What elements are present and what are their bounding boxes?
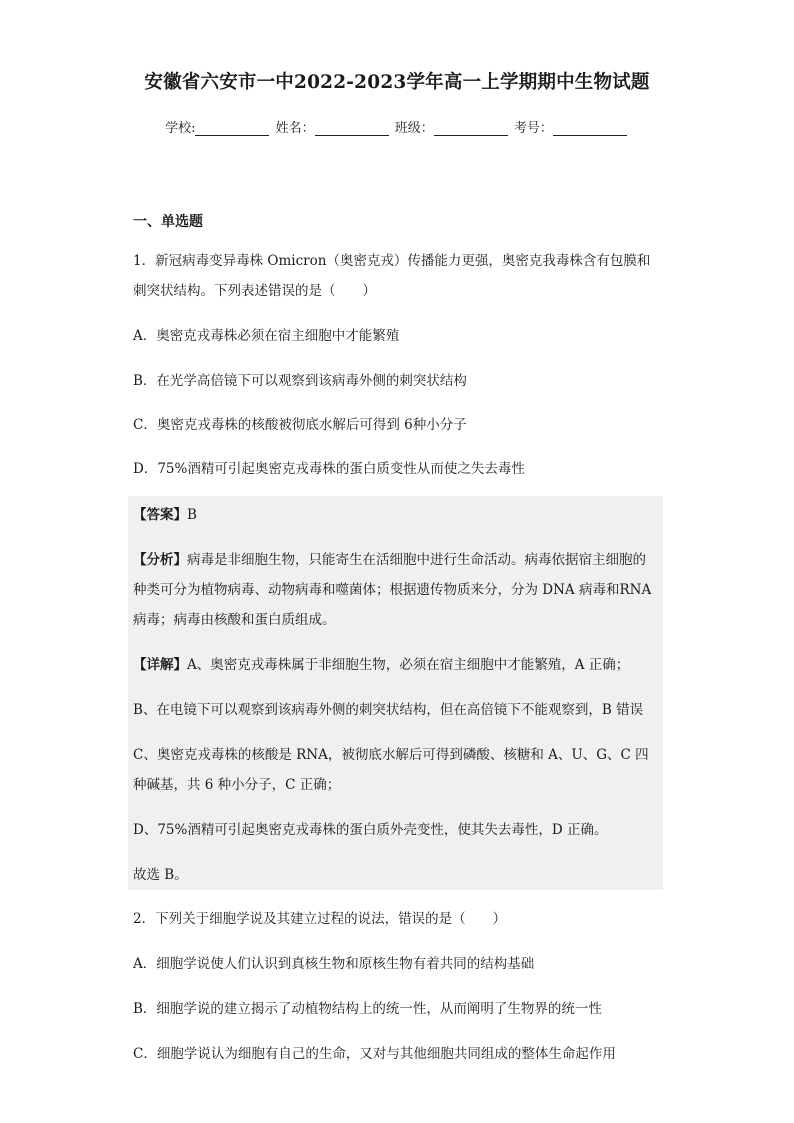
q1-option-c: C．奥密克戎毒株的核酸被彻底水解后可得到 6种小分子 [133,417,467,433]
school-blank [195,121,269,136]
detail-text-1: A、奥密克戎毒株属于非细胞生物，必须在宿主细胞中才能繁殖，A 正确； [187,657,630,673]
analysis-tag: 【分析】 [133,552,187,568]
student-info-line [0,117,794,136]
q2-option-b: B．细胞学说的建立揭示了动植物结构上的统一性，从而阐明了生物界的统一性 [133,1001,602,1017]
q1-option-d: D．75%酒精可引起奥密克戎毒株的蛋白质变性从而使之失去毒性 [133,461,525,477]
class-label: 班级： [394,121,434,136]
q1-stem-line-2: 刺突状结构。下列表述错误的是（ ） [133,283,376,299]
q1-stem-line-1: 1．新冠病毒变异毒株 Omicron（奥密克戎）传播能力更强，奥密克我毒株含有包膜和 [133,253,651,269]
answer-tag: 【答案】 [133,507,187,523]
answer-value: B [187,507,197,523]
q1-detail-line-6: 故选 B。 [133,867,188,883]
q2-stem: 2．下列关于细胞学说及其建立过程的说法，错误的是（ ） [133,911,507,927]
q1-analysis-line-3: 病毒；病毒由核酸和蛋白质组成。 [133,612,336,628]
class-blank [434,121,508,136]
number-label: 考号： [513,121,553,136]
analysis-text-1: 病毒是非细胞生物，只能寄生在活细胞中进行生命活动。病毒依据宿主细胞的 [187,552,646,568]
q1-detail-line-1 [133,656,629,674]
q1-detail-line-4: 种碱基，共 6 种小分子，C 正确； [133,777,341,793]
q1-detail-line-3: C、奥密克戎毒株的核酸是 RNA，被彻底水解后可得到磷酸、核糖和 A、U、G、C 四 [133,747,649,763]
q1-analysis-line-2: 种类可分为植物病毒、动物病毒和噬菌体；根据遗传物质来分，分为 DNA 病毒和RNA [133,582,652,598]
q2-option-a: A．细胞学说使人们认识到真核生物和原核生物有着共同的结构基础 [133,956,535,972]
school-label: 学校: [165,121,196,136]
number-blank [553,121,627,136]
q1-detail-line-5: D、75%酒精可引起奥密克戎毒株的蛋白质外壳变性，使其失去毒性，D 正确。 [133,822,608,838]
detail-tag: 【详解】 [133,657,187,673]
q1-option-a: A．奥密克戎毒株必须在宿主细胞中才能繁殖 [133,328,400,344]
name-label: 姓名： [275,121,315,136]
name-blank [315,121,389,136]
section-heading: 一、单选题 [133,214,203,230]
q1-detail-line-2: B、在电镜下可以观察到该病毒外侧的刺突状结构，但在高倍镜下不能观察到，B 错误 [133,702,644,718]
q2-option-c: C．细胞学说认为细胞有自己的生命，又对与其他细胞共同组成的整体生命起作用 [133,1046,616,1062]
q1-answer [133,506,197,524]
document-title: 安徽省六安市一中2022-2023学年高一上学期期中生物试题 [144,72,650,93]
q1-analysis-line-1 [133,551,646,569]
q1-option-b: B．在光学高倍镜下可以观察到该病毒外侧的刺突状结构 [133,373,467,389]
